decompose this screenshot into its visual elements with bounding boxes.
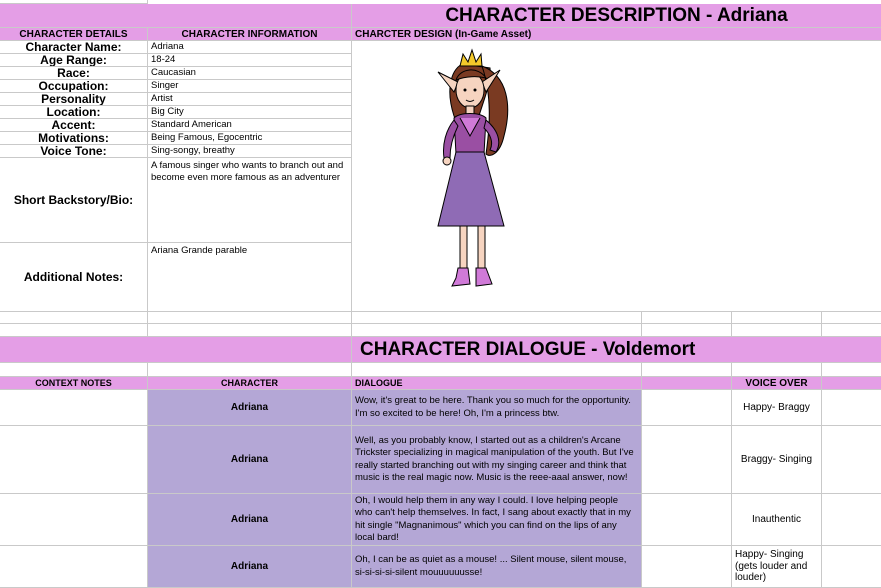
backstory-label[interactable]: Short Backstory/Bio: xyxy=(0,158,148,243)
blank-cell[interactable] xyxy=(822,312,881,324)
blank-cell[interactable] xyxy=(642,312,732,324)
blank-cell[interactable] xyxy=(148,312,352,324)
character-details-header[interactable]: CHARACTER DETAILS xyxy=(0,28,148,41)
character-name-cell[interactable]: Adriana xyxy=(148,494,352,546)
field-label-personality[interactable]: Personality xyxy=(0,93,148,106)
blank-cell[interactable] xyxy=(822,494,881,546)
voice-over-cell[interactable]: Inauthentic xyxy=(732,494,822,546)
additional-notes-value[interactable]: Ariana Grande parable xyxy=(148,243,352,312)
character-name-cell[interactable]: Adriana xyxy=(148,390,352,426)
field-label-accent[interactable]: Accent: xyxy=(0,119,148,132)
character-information-header[interactable]: CHARACTER INFORMATION xyxy=(148,28,352,41)
blank-cell[interactable] xyxy=(732,324,822,337)
dialogue-header[interactable]: DIALOGUE xyxy=(352,377,642,390)
blank-cell[interactable] xyxy=(642,546,732,588)
backstory-value[interactable]: A famous singer who wants to branch out and become even more famous as an adventurer xyxy=(148,158,352,243)
blank-cell[interactable] xyxy=(822,390,881,426)
field-value-age-range[interactable]: 18-24 xyxy=(148,54,352,67)
header-blank-cell[interactable] xyxy=(822,377,881,390)
additional-notes-label[interactable]: Additional Notes: xyxy=(0,243,148,312)
field-label-age-range[interactable]: Age Range: xyxy=(0,54,148,67)
blank-cell[interactable] xyxy=(642,494,732,546)
blank-cell[interactable] xyxy=(822,363,881,377)
voice-over-cell[interactable]: Happy- Braggy xyxy=(732,390,822,426)
voice-over-cell[interactable]: Braggy- Singing xyxy=(732,426,822,494)
blank-cell[interactable] xyxy=(148,363,352,377)
blank-cell[interactable] xyxy=(642,390,732,426)
blank-cell[interactable] xyxy=(642,324,732,337)
character-header[interactable]: CHARACTER xyxy=(148,377,352,390)
field-value-motivations[interactable]: Being Famous, Egocentric xyxy=(148,132,352,145)
voice-over-cell[interactable]: Happy- Singing (gets louder and louder) xyxy=(732,546,822,588)
blank-cell[interactable] xyxy=(822,546,881,588)
field-value-voice-tone[interactable]: Sing-songy, breathy xyxy=(148,145,352,158)
field-label-voice-tone[interactable]: Voice Tone: xyxy=(0,145,148,158)
blank-cell[interactable] xyxy=(642,363,732,377)
field-label-character-name[interactable]: Character Name: xyxy=(0,41,148,54)
blank-cell[interactable] xyxy=(732,312,822,324)
character-name-cell[interactable]: Adriana xyxy=(148,426,352,494)
context-notes-cell[interactable] xyxy=(0,390,148,426)
blank-cell[interactable] xyxy=(352,324,642,337)
field-value-occupation[interactable]: Singer xyxy=(148,80,352,93)
blank-cell[interactable] xyxy=(148,324,352,337)
character-name-cell[interactable]: Adriana xyxy=(148,546,352,588)
blank-cell[interactable] xyxy=(352,312,642,324)
field-label-occupation[interactable]: Occupation: xyxy=(0,80,148,93)
header-blank-cell[interactable] xyxy=(642,377,732,390)
dialogue-title[interactable]: CHARACTER DIALOGUE - Voldemort xyxy=(352,337,881,363)
blank-cell[interactable] xyxy=(732,363,822,377)
blank-cell[interactable] xyxy=(0,324,148,337)
dialogue-line-cell[interactable]: Wow, it's great to be here. Thank you so much for the opportunity. I'm so excited to be here! Oh, I'm a princess btw. xyxy=(352,390,642,426)
field-value-accent[interactable]: Standard American xyxy=(148,119,352,132)
blank-cell[interactable] xyxy=(352,363,642,377)
blank-cell[interactable] xyxy=(0,312,148,324)
context-notes-cell[interactable] xyxy=(0,494,148,546)
voice-over-header[interactable]: VOICE OVER xyxy=(732,377,822,390)
context-notes-header[interactable]: CONTEXT NOTES xyxy=(0,377,148,390)
field-label-location[interactable]: Location: xyxy=(0,106,148,119)
title-left-pad[interactable] xyxy=(0,4,352,28)
field-value-race[interactable]: Caucasian xyxy=(148,67,352,80)
dialogue-line-cell[interactable]: Oh, I would help them in any way I could. I love helping people who can't help themselves. In fact, I sang about exactly that in my hit single "Magnanimous" which you can find on the lips of any local bard! xyxy=(352,494,642,546)
context-notes-cell[interactable] xyxy=(0,546,148,588)
field-label-race[interactable]: Race: xyxy=(0,67,148,80)
dialogue-line-cell[interactable]: Oh, I can be as quiet as a mouse! ... Silent mouse, silent mouse, si-si-si-si-silent mouuuuuusse! xyxy=(352,546,642,588)
description-title[interactable]: CHARACTER DESCRIPTION - Adriana xyxy=(352,4,881,28)
field-value-location[interactable]: Big City xyxy=(148,106,352,119)
field-value-personality[interactable]: Artist xyxy=(148,93,352,106)
blank-cell[interactable] xyxy=(0,363,148,377)
dialogue-line-cell[interactable]: Well, as you probably know, I started out as a children's Arcane Trickster specializing in magical manipulation of the youth. But I've really started branching out with my singing career and think that music is the real magic now. Music is the reee-aaal answer, now! xyxy=(352,426,642,494)
field-label-motivations[interactable]: Motivations: xyxy=(0,132,148,145)
character-illustration xyxy=(420,46,530,291)
blank-cell[interactable] xyxy=(642,426,732,494)
blank-cell[interactable] xyxy=(822,324,881,337)
context-notes-cell[interactable] xyxy=(0,426,148,494)
field-value-character-name[interactable]: Adriana xyxy=(148,41,352,54)
dialogue-title-left-pad[interactable] xyxy=(0,337,352,363)
character-design-header[interactable]: CHARCTER DESIGN (In-Game Asset) xyxy=(352,28,881,41)
blank-cell[interactable] xyxy=(822,426,881,494)
